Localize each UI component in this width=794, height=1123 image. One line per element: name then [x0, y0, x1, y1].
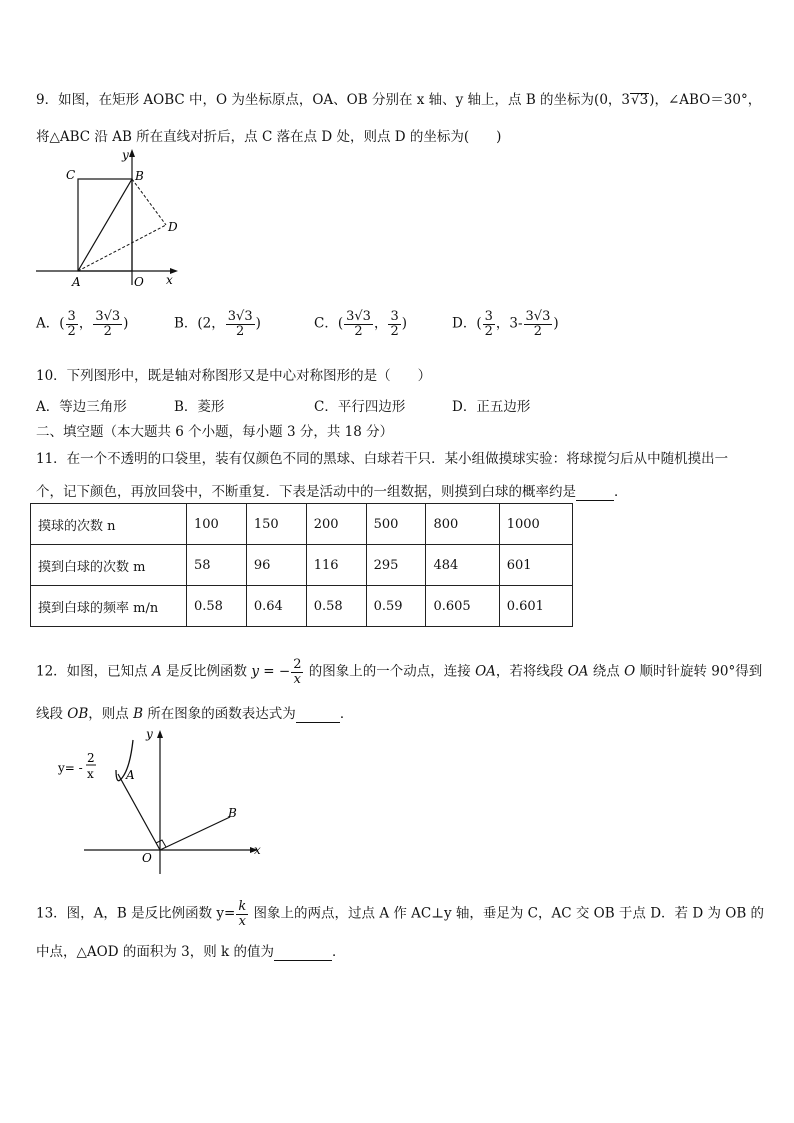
q12-figure	[50, 722, 280, 882]
q11-line1: 11．在一个不透明的口袋里，装有仅颜色不同的黑球、白球若干只．某小组做摸球实验：将球搅匀后从中随机摸出一	[36, 451, 729, 467]
q13-line2: 中点，△AOD 的面积为 3，则 k 的值为 ．	[36, 944, 346, 960]
q10-stem: 10．下列图形中，既是轴对称图形又是中心对称图形的是（ ）	[36, 368, 432, 384]
q9-line1: 9．如图，在矩形 AOBC 中，O 为坐标原点，OA、OB 分别在 x 轴、y 轴上，点 B 的坐标为(0，3√3)，∠ABO＝30°，	[36, 92, 762, 108]
label-o: O	[134, 275, 144, 289]
table-row: 摸球的次数 n 100 150 200 500 800 1000	[31, 504, 573, 545]
table-row: 摸到白球的频率 m/n 0.58 0.64 0.58 0.59 0.605 0.601	[31, 586, 573, 627]
answer-blank[interactable]	[576, 484, 614, 501]
svg-text:2: 2	[87, 751, 95, 765]
table-row: 摸到白球的次数 m 58 96 116 295 484 601	[31, 545, 573, 586]
q11-line2: 个，记下颜色，再放回袋中，不断重复．下表是活动中的一组数据，则摸到白球的概率约是 ．	[36, 484, 628, 500]
q9-figure	[30, 145, 190, 293]
label-o: O	[142, 851, 152, 865]
svg-text:x: x	[87, 767, 94, 781]
answer-blank[interactable]	[296, 706, 340, 723]
section-heading: 二、填空题（本大题共 6 个小题，每小题 3 分，共 18 分）	[36, 424, 394, 440]
q12-line2: 线段 OB，则点 B 所在图象的函数表达式为 ．	[36, 706, 354, 722]
q9-option-a[interactable]: A．( $\frac{3}{2}$ ， $\frac{3√3}{2}$ )	[36, 309, 129, 339]
q9-option-c[interactable]: C．( $\frac{3√3}{2}$ ， $\frac{3}{2}$ )	[314, 309, 407, 339]
q9-option-b[interactable]: B．(2， $\frac{3√3}{2}$ )	[174, 309, 261, 339]
sqrt-symbol: √3	[631, 92, 649, 108]
q9-line2: 将△ABC 沿 AB 所在直线对折后，点 C 落在点 D 处，则点 D 的坐标为( )	[36, 129, 502, 145]
label-d: D	[168, 220, 178, 234]
q9-option-d[interactable]: D．( $\frac{3}{2}$ ，3- $\frac{3√3}{2}$ )	[452, 309, 559, 339]
q13-line1: 13．图，A，B 是反比例函数 y= $\frac{k}{x}$ 图象上的两点，过点 A 作 AC⊥y 轴，垂足为 C，AC 交 OB 于点 D．若 D 为 OB 的	[36, 899, 765, 929]
label-x: x	[166, 273, 173, 287]
q10-option-d[interactable]: D．正五边形	[452, 399, 531, 415]
q12-line1: 12．如图，已知点 A 是反比例函数 y = − $\frac{2}{x}$ 的图象上的一个动点，连接 OA，若将线段 OA 绕点 O 顺时针旋转 90°得到	[36, 657, 763, 687]
label-x: x	[254, 843, 261, 857]
frequency-table	[30, 503, 573, 627]
label-y: y	[146, 727, 153, 741]
label-a: A	[126, 768, 135, 782]
label-a: A	[72, 275, 81, 289]
q10-option-b[interactable]: B．菱形	[174, 399, 225, 415]
function-label: y= -	[58, 761, 83, 775]
q10-option-a[interactable]: A．等边三角形	[36, 399, 127, 415]
label-c: C	[66, 168, 76, 182]
label-y: y	[122, 148, 129, 162]
q10-option-c[interactable]: C．平行四边形	[314, 399, 406, 415]
label-b: B	[228, 806, 237, 820]
answer-blank[interactable]	[274, 944, 332, 961]
label-b: B	[135, 169, 144, 183]
